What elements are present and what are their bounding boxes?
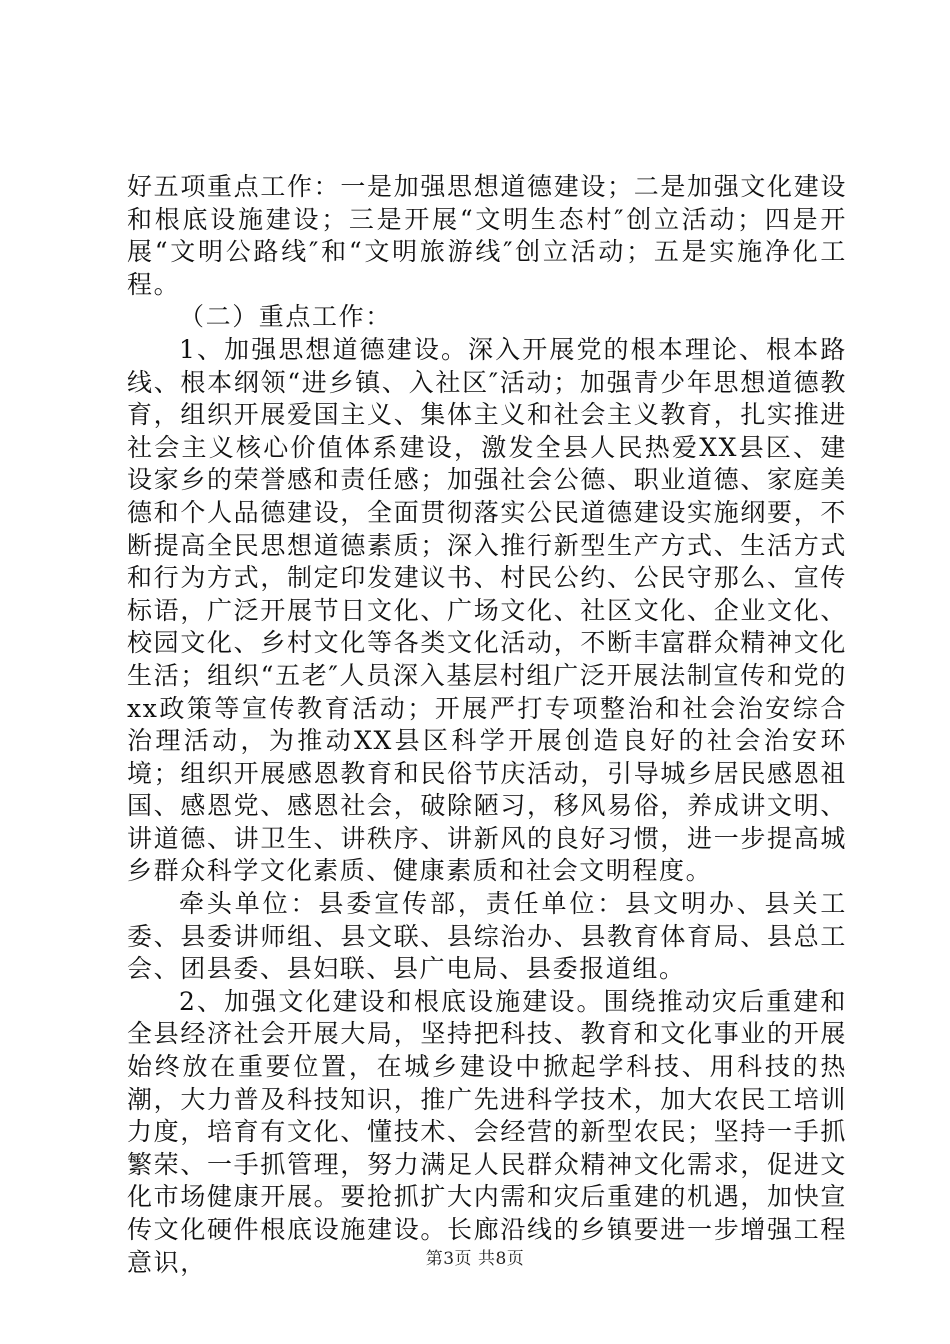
- paragraph-moral-building: 1、加强思想道德建设。深入开展党的根本理论、根本路线、根本纲领“进乡镇、入社区″活动；加强青少年思想道德教育，组织开展爱国主义、集体主义和社会主义教育，扎实推进社会主义核心价值体系建设，激发全县人民热爱XX县区、建设家乡的荣誉感和责任感；加强社会公德、职业道德、家庭美德和个人品德建设，全面贯彻落实公民道德建设实施纲要，不断提高全民思想道德素质；深入推行新型生产方式、生活方式和行为方式，制定印发建议书、村民公约、公民守那么、宣传标语，广泛开展节日文化、广场文化、社区文化、企业文化、校园文化、乡村文化等各类文化活动，不断丰富群众精神文化生活；组织“五老″人员深入基层村组广泛开展法制宣传和党的xx政策等宣传教育活动；开展严打专项整治和社会治安综合治理活动，为推动XX县区科学开展创造良好的社会治安环境；组织开展感恩教育和民俗节庆活动，引导城乡居民感恩祖国、感恩党、感恩社会，破除陋习，移风易俗，养成讲文明、讲道德、讲卫生、讲秩序、讲新风的良好习惯，进一步提高城乡群众科学文化素质、健康素质和社会文明程度。: [127, 334, 847, 886]
- document-body: [127, 171, 847, 1279]
- page-number-footer: 第3页 共8页: [425, 1249, 525, 1269]
- paragraph-continued: 好五项重点工作：一是加强思想道德建设；二是加强文化建设和根底设施建设；三是开展“文明生态村″创立活动；四是开展“文明公路线″和“文明旅游线″创立活动；五是实施净化工程。: [127, 172, 847, 299]
- section-heading: （二）重点工作：: [179, 302, 392, 332]
- paragraph-culture-infrastructure: 2、加强文化建设和根底设施建设。围绕推动灾后重建和全县经济社会开展大局，坚持把科技、教育和文化事业的开展始终放在重要位置，在城乡建设中掀起学科技、用科技的热潮，大力普及科技知识，推广先进科学技术，加大农民工培训力度，培育有文化、懂技术、会经营的新型农民；坚持一手抓繁荣、一手抓管理，努力满足人民群众精神文化需求，促进文化市场健康开展。要抢抓扩大内需和灾后重建的机遇，加快宣传文化硬件根底设施建设。长廊沿线的乡镇要进一步增强工程意识，: [127, 986, 847, 1277]
- paragraph-responsible-units: 牵头单位：县委宣传部，责任单位：县文明办、县关工委、县委讲师组、县文联、县综治办、县教育体育局、县总工会、团县委、县妇联、县广电局、县委报道组。: [127, 889, 847, 984]
